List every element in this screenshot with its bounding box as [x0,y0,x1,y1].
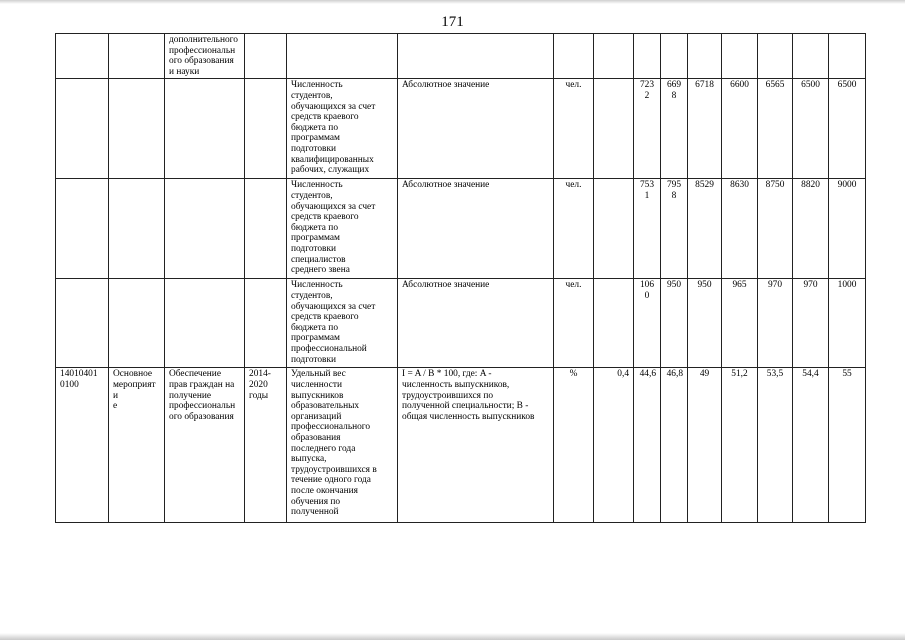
value-cell: 795 8 [661,179,688,279]
base-value-cell [594,179,634,279]
indicator-cell: Удельный вес численности выпускников образовательных организаций профессионального образования последнего года выпуска, трудоустроившихся в течение одного года после окончания обучения по полученной [287,368,398,523]
value-cell: 723 2 [634,79,661,179]
value-cell: 6500 [793,79,829,179]
value-cell: 54,4 [793,368,829,523]
value-cell: 106 0 [634,279,661,368]
name-cell: дополнительного профессиональн ого образования и науки [165,34,245,79]
value-cell: 6500 [829,79,866,179]
base-value-cell: 0,4 [594,368,634,523]
unit-cell: % [554,368,594,523]
unit-cell: чел. [554,279,594,368]
table-row-main-activity [56,368,866,523]
value-cell: 8529 [688,179,722,279]
table-row [56,279,866,368]
value-cell: 6600 [722,79,758,179]
value-cell: 53,5 [758,368,793,523]
indicator-cell: Численность студентов, обучающихся за счет средств краевого бюджета по программам подготовки квалифицированных рабочих, служащих [287,79,398,179]
value-cell: 669 8 [661,79,688,179]
value-cell: 8630 [722,179,758,279]
program-table [55,33,866,523]
table-row [56,79,866,179]
value-cell: 8750 [758,179,793,279]
value-cell: 9000 [829,179,866,279]
base-value-cell [594,279,634,368]
formula-cell: Абсолютное значение [398,279,554,368]
table-row-continuation [56,34,866,79]
value-cell: 49 [688,368,722,523]
scan-edge-bottom [0,633,905,640]
code-cell [56,34,109,79]
table-row [56,179,866,279]
name-cell: Обеспечение прав граждан на получение профессиональн ого образования [165,368,245,523]
type-cell [109,34,165,79]
value-cell: 950 [661,279,688,368]
value-cell: 8820 [793,179,829,279]
unit-cell: чел. [554,179,594,279]
value-cell: 55 [829,368,866,523]
value-cell: 6565 [758,79,793,179]
value-cell: 1000 [829,279,866,368]
formula-cell: Абсолютное значение [398,179,554,279]
value-cell: 753 1 [634,179,661,279]
formula-cell: I = A / B * 100, где: A - численность выпускников, трудоустроившихся по полученной специальности; B - общая численность выпускников [398,368,554,523]
value-cell: 970 [793,279,829,368]
value-cell: 44,6 [634,368,661,523]
unit-cell: чел. [554,79,594,179]
value-cell: 950 [688,279,722,368]
type-cell: Основное мероприяти е [109,368,165,523]
indicator-cell: Численность студентов, обучающихся за счет средств краевого бюджета по программам профессиональной подготовки [287,279,398,368]
scan-edge-top [0,0,905,4]
value-cell: 51,2 [722,368,758,523]
page-number: 171 [441,14,464,30]
base-value-cell [594,79,634,179]
period-cell: 2014- 2020 годы [245,368,287,523]
value-cell: 970 [758,279,793,368]
value-cell: 965 [722,279,758,368]
formula-cell: Абсолютное значение [398,79,554,179]
code-cell: 14010401 0100 [56,368,109,523]
indicator-cell: Численность студентов, обучающихся за счет средств краевого бюджета по программам подготовки специалистов среднего звена [287,179,398,279]
value-cell: 46,8 [661,368,688,523]
value-cell: 6718 [688,79,722,179]
